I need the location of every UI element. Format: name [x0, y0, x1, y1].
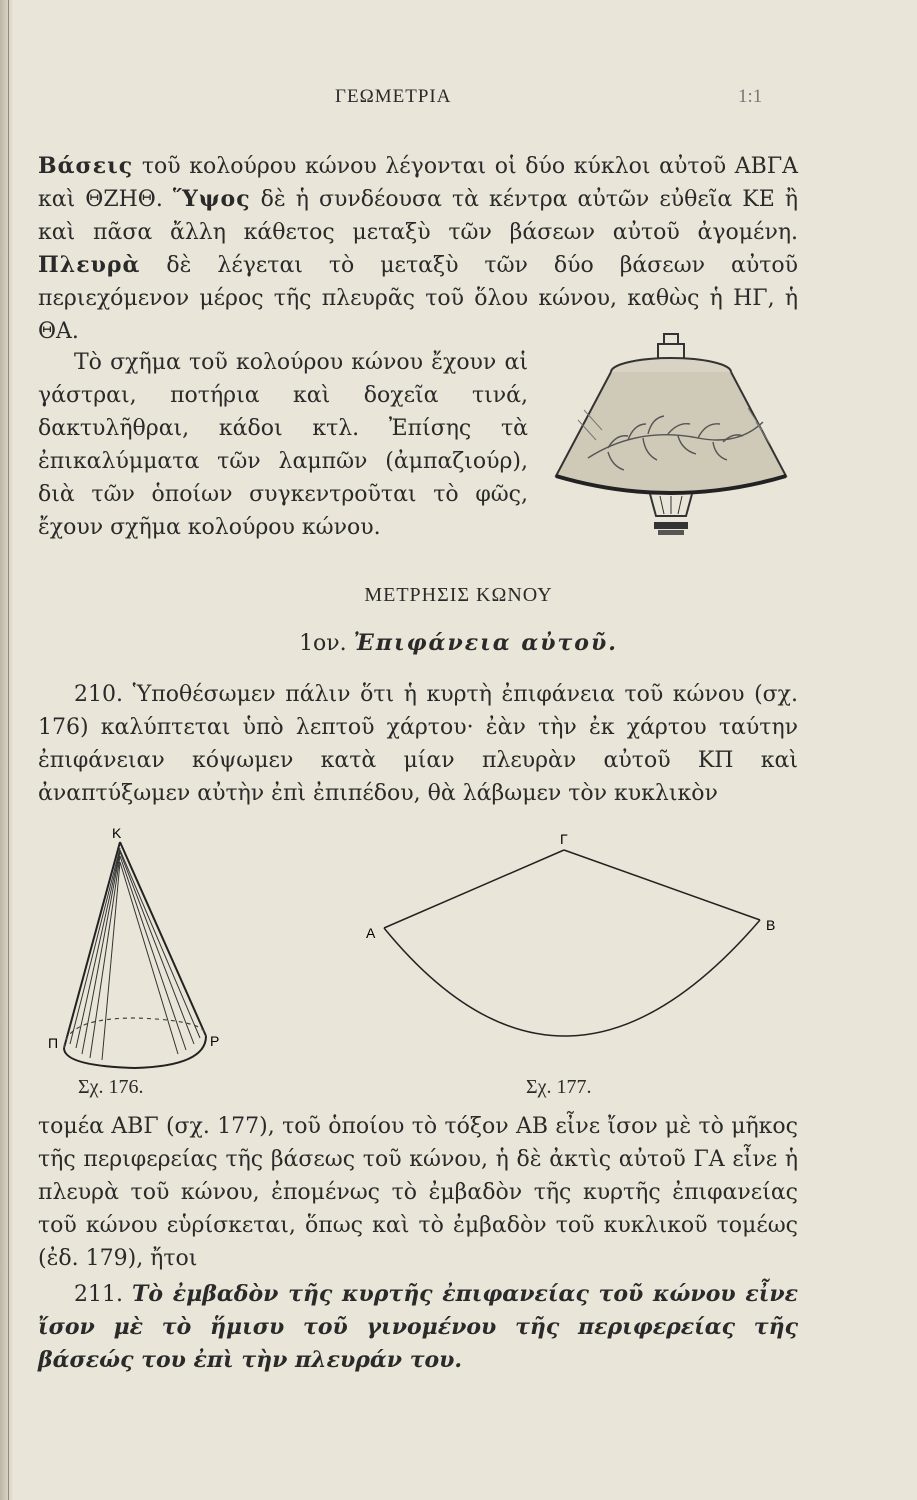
- paragraph-examples: Τὸ σχῆμα τοῦ κολούρου κώνου ἔχουν αἱ γάστραι, ποτήρια καὶ δοχεῖα τινά, δακτυλῆθραι, κάδοι κτλ. Ἐπίσης τὰ ἐπικαλύμματα τῶν λαμπῶν (ἀμπαζιούρ), διὰ τῶν ὁποίων συγκεντροῦται τὸ φῶς, ἔχουν σχῆμα κολούρου κώνου.: [38, 350, 528, 540]
- text-bases: τοῦ κολούρου κώνου λέγονται οἱ δύο κύκλοι αὐτοῦ ΑΒΓΑ καὶ ΘΖΗΘ.: [38, 154, 798, 212]
- page-header: [0, 86, 917, 116]
- lampshade-illustration: [548, 330, 798, 550]
- paragraph-210: 210. Ὑποθέσωμεν πάλιν ὅτι ἡ κυρτὴ ἐπιφάνεια τοῦ κώνου (σχ. 176) καλύπτεται ὑπὸ λεπτοῦ χάρτου· ἐὰν τὴν ἐκ χάρτου ταύτην ἐπιφάνειαν κόψωμεν κατὰ μίαν πλευρὰν αὐτοῦ ΚΠ καὶ ἀναπτύξωμεν αὐτὴν ἐπὶ ἐπιπέδου, θὰ λάβωμεν τὸν κυκλικὸν: [38, 682, 798, 806]
- paragraph-211-number: 211.: [74, 1282, 133, 1307]
- subsection-title: Ἐπιφάνεια αὐτοῦ.: [353, 630, 618, 656]
- text-height: δὲ ἡ συνδέουσα τὰ κέντρα αὐτῶν εὐθεῖα ΚΕ ἢ καὶ πᾶσα ἄλλη κάθετος μεταξὺ τῶν βάσεων αὐτοῦ ἀγομένη.: [38, 187, 798, 245]
- paragraph-sector: τομέα ΑΒΓ (σχ. 177), τοῦ ὁποίου τὸ τόξον ΑΒ εἶνε ἴσον μὲ τὸ μῆκος τῆς περιφερείας τῆς βάσεως τοῦ κώνου, ἡ δὲ ἀκτὶς αὐτοῦ ΓΑ εἶνε ἡ πλευρὰ τοῦ κώνου, ἐπομένως τὸ ἐμβαδὸν τῆς κυρτῆς ἐπιφανείας τοῦ κώνου εὑρίσκεται, ὅπως καὶ τὸ ἐμβαδὸν τοῦ κυκλικοῦ τομέως (ἐδ. 179), ἤτοι: [38, 1114, 798, 1271]
- label-R: Ρ: [210, 1033, 220, 1049]
- label-A: Α: [366, 925, 376, 941]
- caption-fig-177: Σχ. 177.: [526, 1076, 592, 1098]
- subsection-number: 1ον.: [299, 631, 354, 656]
- term-bases: Βάσεις: [38, 153, 134, 179]
- running-title: ΓΕΩΜΕΤΡΙΑ: [335, 86, 452, 107]
- term-height: Ὕψος: [172, 186, 251, 212]
- figure-177-sector: [366, 831, 775, 1036]
- paragraph-211: [38, 1278, 798, 1377]
- label-P: Π: [48, 1035, 59, 1051]
- book-spine: [0, 0, 14, 1500]
- label-G: Γ: [560, 831, 568, 847]
- figure-176-cone: [48, 825, 219, 1068]
- section-title: ΜΕΤΡΗΣΙΣ ΚΩΝΟΥ: [364, 584, 553, 606]
- caption-fig-176: Σχ. 176.: [78, 1076, 144, 1098]
- label-K: Κ: [112, 825, 122, 841]
- figures: [40, 822, 820, 1092]
- subsection-heading: [0, 630, 917, 656]
- theorem-text: Τὸ ἐμβαδὸν τῆς κυρτῆς ἐπιφανείας τοῦ κώνου εἶνε ἴσον μὲ τὸ ἥμισυ τοῦ γινομένου τῆς περιφερείας τῆς βάσεώς του ἐπὶ τὴν πλευράν του.: [38, 1281, 798, 1373]
- label-B: Β: [766, 917, 776, 933]
- page-number: 1:1: [738, 86, 763, 107]
- term-side: Πλευρὰ: [38, 252, 141, 278]
- spine-line: [8, 0, 9, 1500]
- text-side: δὲ λέγεται τὸ μεταξὺ τῶν δύο βάσεων αὐτοῦ περιεχόμενον μέρος τῆς πλευρᾶς τοῦ ὅλου κώνου, καθὼς ἡ ΗΓ, ἡ ΘΑ.: [38, 253, 798, 344]
- paragraph-definitions: [38, 150, 798, 348]
